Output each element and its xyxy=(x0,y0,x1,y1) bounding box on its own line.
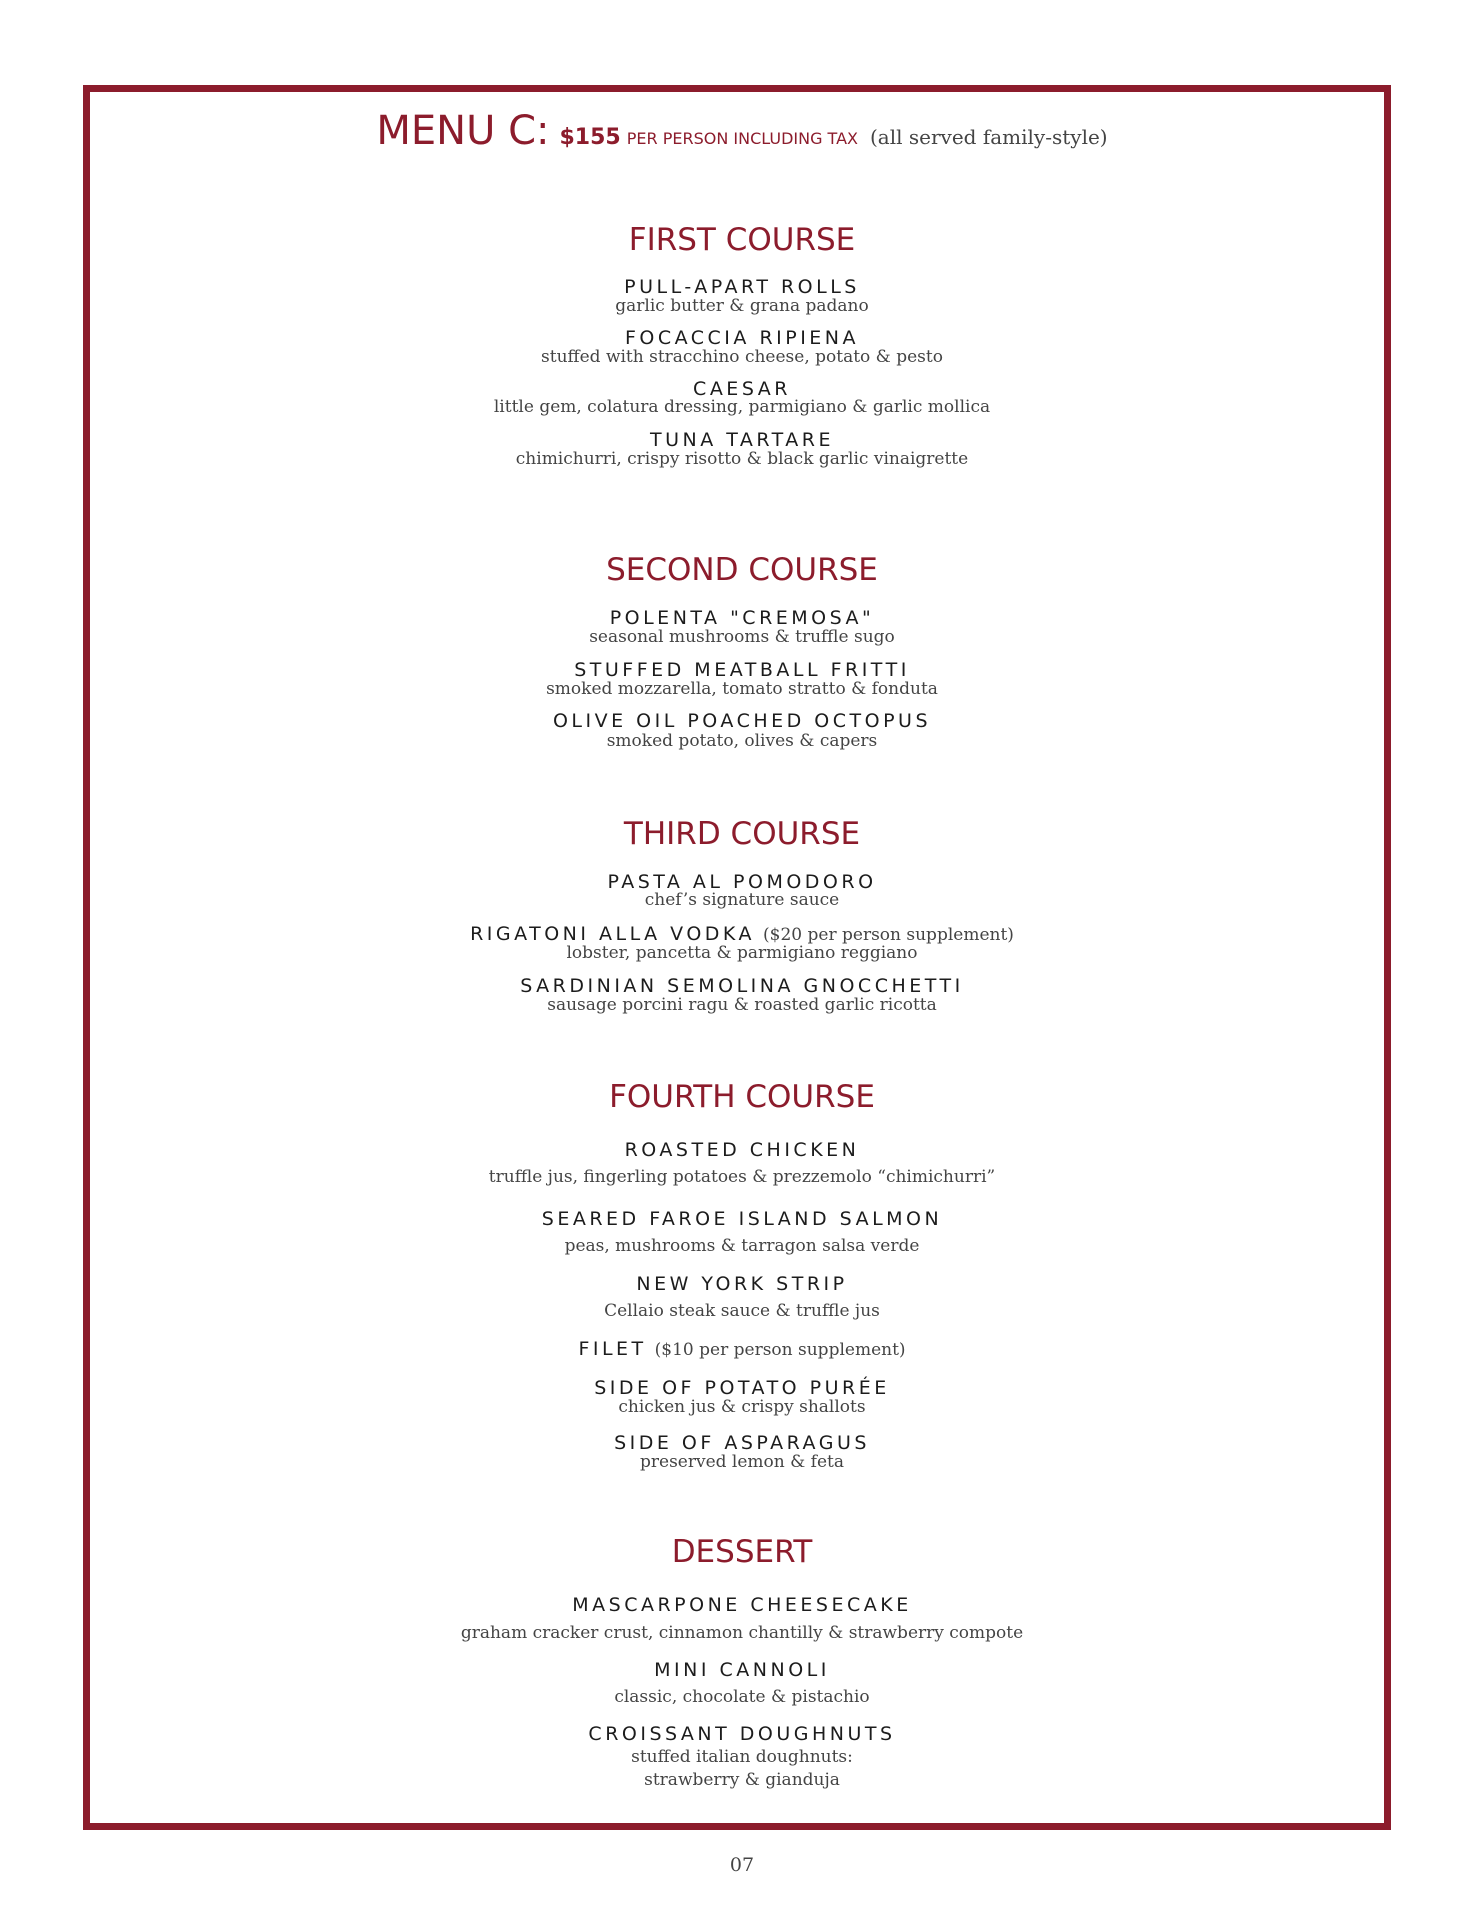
dish-description: graham cracker crust, cinnamon chantilly & strawberry compote xyxy=(460,1623,1024,1643)
dish-description: garlic butter & grana padano xyxy=(615,296,869,316)
dish-name: SEARED FAROE ISLAND SALMON xyxy=(541,1208,943,1230)
dish-name: MASCARPONE CHEESECAKE xyxy=(572,1594,912,1616)
course-heading-second: SECOND COURSE xyxy=(606,552,878,588)
dish-description: preserved lemon & feta xyxy=(640,1452,844,1472)
menu-title: MENU C: xyxy=(376,108,550,154)
menu-price: $155 xyxy=(559,125,621,150)
dish-description-line-2: strawberry & gianduja xyxy=(644,1770,840,1790)
dish-description: stuffed with stracchino cheese, potato & pesto xyxy=(541,347,943,367)
dish-description: sausage porcini ragu & roasted garlic ricotta xyxy=(547,995,937,1015)
dish-description: peas, mushrooms & tarragon salsa verde xyxy=(564,1236,920,1256)
menu-header xyxy=(0,108,1484,154)
menu-serving-note: (all served family-style) xyxy=(870,125,1108,149)
dish-name: NEW YORK STRIP xyxy=(636,1273,848,1295)
dish-name: OLIVE OIL POACHED OCTOPUS xyxy=(552,710,932,732)
supplement-note: ($20 per person supplement) xyxy=(763,925,1014,945)
dish-name: POLENTA "CREMOSA" xyxy=(609,607,875,629)
dish-name: SIDE OF ASPARAGUS xyxy=(614,1432,870,1454)
dish-name xyxy=(0,1336,1484,1363)
dish-description: truffle jus, fingerling potatoes & prezzemolo “chimichurri” xyxy=(488,1167,996,1187)
course-heading-first: FIRST COURSE xyxy=(628,222,856,258)
dish-name: ROASTED CHICKEN xyxy=(624,1139,860,1161)
dish-description: chimichurri, crispy risotto & black garlic vinaigrette xyxy=(515,449,969,469)
dish-name: FOCACCIA RIPIENA xyxy=(624,327,860,349)
course-heading-dessert: DESSERT xyxy=(671,1534,813,1570)
dish-name: TUNA TARTARE xyxy=(649,429,835,451)
dish-description: seasonal mushrooms & truffle sugo xyxy=(589,627,895,647)
dish-description: classic, chocolate & pistachio xyxy=(614,1687,870,1707)
dish-name-text: FILET xyxy=(578,1338,647,1360)
course-heading-fourth: FOURTH COURSE xyxy=(609,1079,875,1115)
course-heading-third: THIRD COURSE xyxy=(623,816,861,852)
dish-name: CROISSANT DOUGHNUTS xyxy=(588,1723,896,1745)
dish-name: STUFFED MEATBALL FRITTI xyxy=(574,659,910,681)
dish-description: stuffed italian doughnuts: xyxy=(631,1747,853,1767)
dish-name: SIDE OF POTATO PURÉE xyxy=(594,1377,890,1399)
dish-name: PULL-APART ROLLS xyxy=(624,276,860,298)
dish-name: MINI CANNOLI xyxy=(654,1659,830,1681)
dish-description: smoked mozzarella, tomato stratto & fonduta xyxy=(546,679,938,699)
dish-description: Cellaio steak sauce & truffle jus xyxy=(604,1301,880,1321)
dish-name: PASTA AL POMODORO xyxy=(607,871,877,893)
menu-per-person: PER PERSON INCLUDING TAX xyxy=(626,129,858,148)
dish-name-text: RIGATONI ALLA VODKA xyxy=(470,923,756,945)
dish-description: little gem, colatura dressing, parmigiano & garlic mollica xyxy=(493,397,991,417)
dish-description: chef’s signature sauce xyxy=(644,890,840,910)
dish-name: CAESAR xyxy=(693,378,791,400)
supplement-note: ($10 per person supplement) xyxy=(654,1340,906,1360)
dish-description: lobster, pancetta & parmigiano reggiano xyxy=(566,943,918,963)
page-number: 07 xyxy=(729,1854,755,1876)
dish-description: chicken jus & crispy shallots xyxy=(618,1397,866,1417)
dish-name: SARDINIAN SEMOLINA GNOCCHETTI xyxy=(520,975,964,997)
dish-description: smoked potato, olives & capers xyxy=(606,731,878,751)
